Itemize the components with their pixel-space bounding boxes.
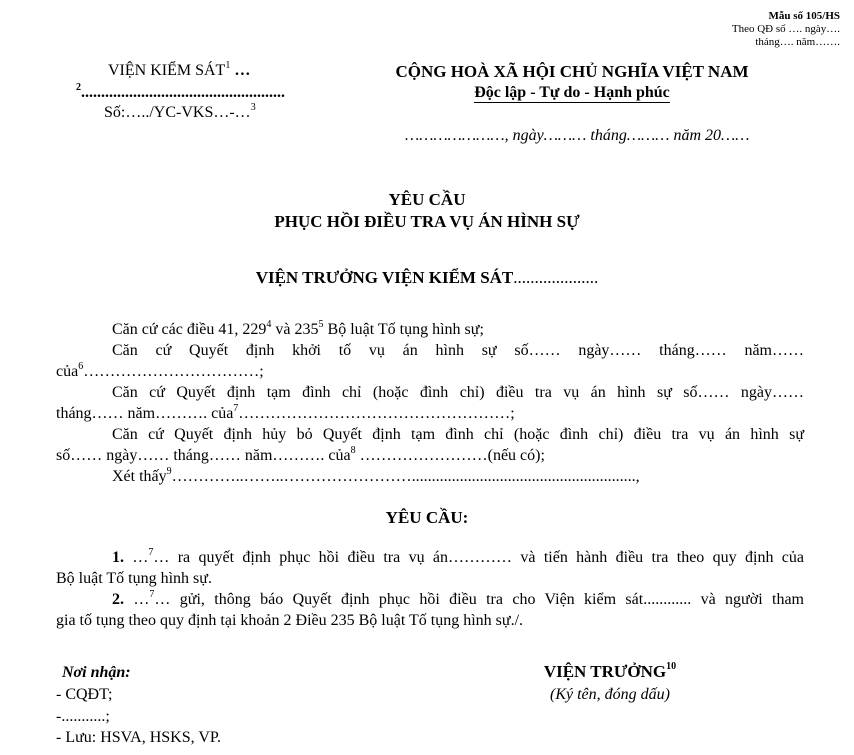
authority-dots: ....................: [513, 268, 599, 287]
form-code-line2: Theo QĐ số …. ngày….: [731, 23, 840, 35]
footnote-ref: 10: [666, 661, 677, 673]
document-number: [104, 101, 256, 122]
basis-paragraph-1: [56, 319, 804, 340]
request-text: … ra quyết định phục hồi điều tra vụ án………… và tiến hành điều tra theo quy định của: [153, 549, 804, 566]
header-subagency: [76, 81, 285, 102]
basis-text: ……………………………………………;: [238, 405, 515, 422]
basis-text: ……………………………;: [83, 363, 264, 380]
motto-text: Độc lập - Tự do - Hạnh phúc: [474, 84, 670, 101]
basis-paragraph-4-line1: [56, 424, 804, 445]
signature-title-text: VIỆN TRƯỞNG: [543, 662, 667, 681]
footnote-ref: 5: [318, 318, 324, 330]
basis-paragraph-5: [56, 466, 804, 487]
basis-text: …………..……..……………………........................................................,: [171, 468, 640, 485]
national-title: CỘNG HOÀ XÃ HỘI CHỦ NGHĨA VIỆT NAM: [395, 62, 749, 81]
request-text: Bộ luật Tố tụng hình sự.: [56, 570, 212, 587]
request-1-line2: [56, 568, 804, 589]
form-code-title: Mẫu số 105/HS: [768, 10, 840, 22]
requests-heading: YÊU CẦU:: [385, 508, 469, 527]
basis-paragraph-3-line1: [56, 382, 804, 403]
authority-text: VIỆN TRƯỞNG VIỆN KIỂM SÁT: [255, 268, 514, 287]
header-agency: [108, 59, 251, 80]
recipient-item: - CQĐT;: [56, 686, 113, 703]
footnote-ref: 8: [350, 444, 356, 456]
request-number: 1.: [112, 549, 124, 566]
footnote-ref: 9: [166, 465, 172, 477]
basis-text: tháng…… năm………. của: [56, 405, 234, 422]
request-text: …: [124, 549, 149, 566]
signature-note: (Ký tên, đóng dấu): [550, 686, 670, 703]
agency-dots: …: [230, 62, 251, 79]
basis-text: Căn cứ các điều 41, 229: [112, 321, 267, 338]
basis-text: Căn cứ Quyết định hủy bỏ Quyết định tạm đình chỉ (hoặc đình chỉ) điều tra vụ án hình sự: [112, 426, 804, 443]
agency-name: VIỆN KIỂM SÁT: [108, 62, 226, 79]
basis-text: Căn cứ Quyết định khởi tố vụ án hình sự số…… ngày…… tháng…… năm……: [112, 342, 804, 359]
basis-text: Căn cứ Quyết định tạm đình chỉ (hoặc đình chỉ) điều tra vụ án hình sự số…… ngày……: [112, 384, 804, 401]
recipients-heading: Nơi nhận:: [62, 664, 131, 681]
document-title-line2: PHỤC HỒI ĐIỀU TRA VỤ ÁN HÌNH SỰ: [274, 212, 580, 231]
basis-paragraph-2-line1: [56, 340, 804, 361]
footnote-ref: 2: [76, 81, 81, 93]
subagency-dots: ...................................................: [81, 84, 285, 101]
footnote-ref: 3: [250, 101, 256, 113]
document-title-line1: YÊU CẦU: [388, 190, 466, 209]
basis-paragraph-2-line2: [56, 361, 804, 382]
request-2-line2: [56, 610, 804, 631]
basis-text: và 235: [271, 321, 319, 338]
request-text: …: [124, 591, 150, 608]
basis-text: số…… ngày…… tháng…… năm………. của: [56, 447, 351, 464]
form-code-line3: tháng…. năm…….: [755, 36, 840, 48]
recipient-item: -...........;: [56, 708, 110, 725]
request-text: … gửi, thông báo Quyết định phục hồi điều tra cho Viện kiểm sát............ và người tham: [154, 591, 805, 608]
footnote-ref: 7: [148, 546, 154, 558]
basis-paragraph-4-line2: [56, 445, 804, 466]
form-code: [710, 10, 840, 49]
basis-text: Bộ luật Tố tụng hình sự;: [323, 321, 484, 338]
footnote-ref: 1: [225, 59, 231, 71]
footnote-ref: 7: [233, 402, 239, 414]
date-line: …………………, ngày……… tháng……… năm 20……: [405, 127, 750, 144]
request-2-line1: [56, 589, 804, 610]
basis-text: Xét thấy: [112, 468, 167, 485]
request-1-line1: [56, 547, 804, 568]
authority-line: [0, 268, 854, 288]
footnote-ref: 7: [149, 588, 155, 600]
request-number: 2.: [112, 591, 124, 608]
document-number-text: Số:…../YC-VKS…-…: [104, 104, 251, 121]
recipient-item: - Lưu: HSVA, HSKS, VP.: [56, 729, 222, 746]
basis-text: của: [56, 363, 79, 380]
national-motto: [372, 84, 772, 102]
basis-text: ……………………(nếu có);: [355, 447, 545, 464]
footnote-ref: 6: [78, 360, 84, 372]
request-text: gia tố tụng theo quy định tại khoản 2 Điều 235 Bộ luật Tố tụng hình sự./.: [56, 612, 524, 629]
basis-paragraph-3-line2: [56, 403, 804, 424]
signature-title: [500, 662, 720, 682]
footnote-ref: 4: [266, 318, 272, 330]
